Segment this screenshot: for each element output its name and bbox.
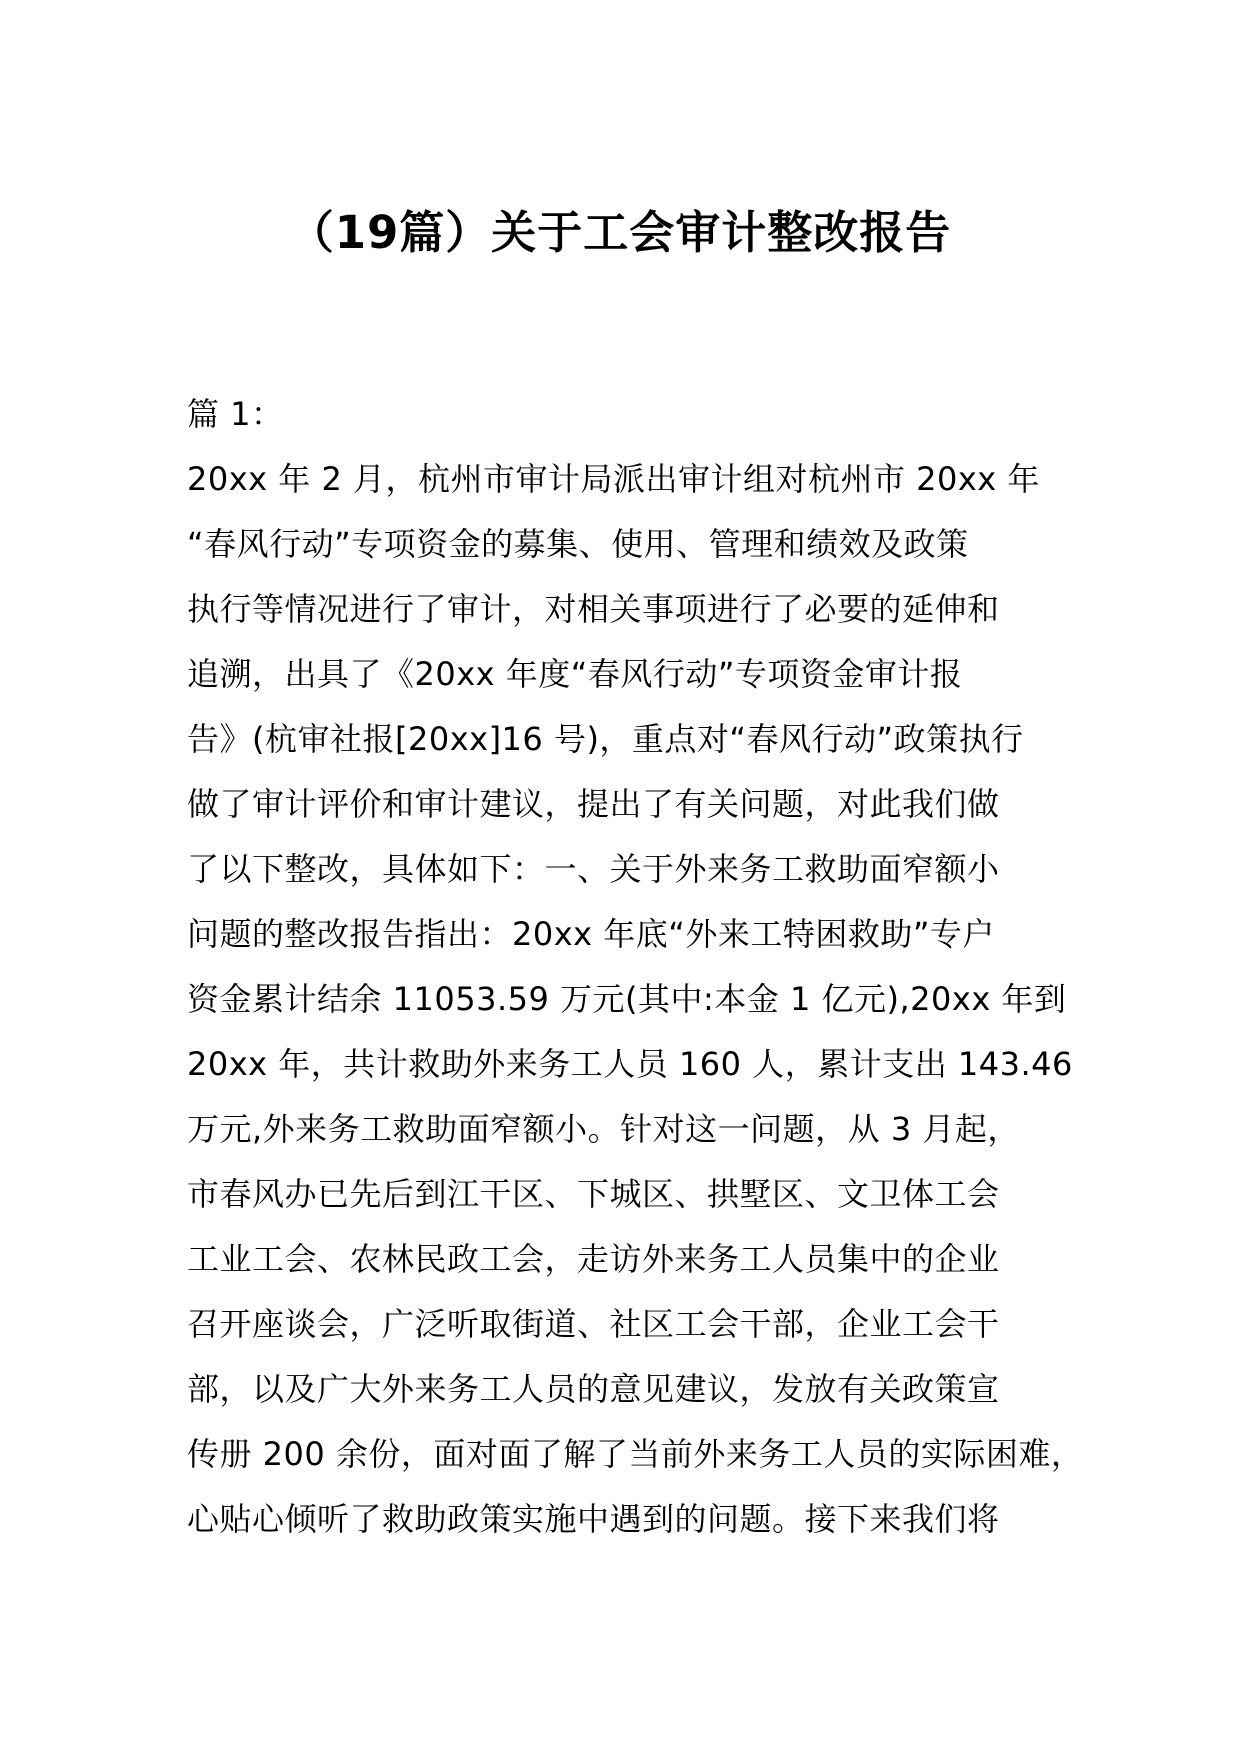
paragraph-line: 召开座谈会，广泛听取街道、社区工会干部，企业工会干	[187, 1305, 1000, 1343]
paragraph-line: 部，以及广大外来务工人员的意见建议，发放有关政策宣	[187, 1370, 1000, 1408]
section-heading: 篇 1：	[187, 395, 284, 433]
paragraph-line: 市春风办已先后到江干区、下城区、拱墅区、文卫体工会	[187, 1175, 1000, 1213]
paragraph-line: 做了审计评价和审计建议，提出了有关问题，对此我们做	[187, 785, 1000, 823]
paragraph-line: 20xx 年 2 月，杭州市审计局派出审计组对杭州市 20xx 年	[187, 460, 1040, 498]
paragraph-line: 20xx 年，共计救助外来务工人员 160 人，累计支出 143.46	[187, 1045, 1073, 1083]
document-body	[187, 382, 1087, 1552]
paragraph-line: “春风行动”专项资金的募集、使用、管理和绩效及政策	[187, 525, 969, 563]
paragraph-line: 问题的整改报告指出：20xx 年底“外来工特困救助”专户	[187, 915, 995, 953]
paragraph-line: 传册 200 余份，面对面了解了当前外来务工人员的实际困难，	[187, 1435, 1084, 1473]
paragraph-line: 告》(杭审社报[20xx]16 号)，重点对“春风行动”政策执行	[187, 720, 1024, 758]
paragraph-line: 工业工会、农林民政工会，走访外来务工人员集中的企业	[187, 1240, 1000, 1278]
paragraph-line: 万元,外来务工救助面窄额小。针对这一问题，从 3 月起，	[187, 1110, 1020, 1148]
document-title: （19篇）关于工会审计整改报告	[288, 206, 952, 259]
paragraph-line: 资金累计结余 11053.59 万元(其中:本金 1 亿元),20xx 年到	[187, 980, 1067, 1018]
paragraph-line: 了以下整改，具体如下：一、关于外来务工救助面窄额小	[187, 850, 1000, 888]
paragraph-line: 心贴心倾听了救助政策实施中遇到的问题。接下来我们将	[187, 1500, 1000, 1538]
paragraph-line: 执行等情况进行了审计，对相关事项进行了必要的延伸和	[187, 590, 1000, 628]
paragraph-line: 追溯，出具了《20xx 年度“春风行动”专项资金审计报	[187, 655, 963, 693]
